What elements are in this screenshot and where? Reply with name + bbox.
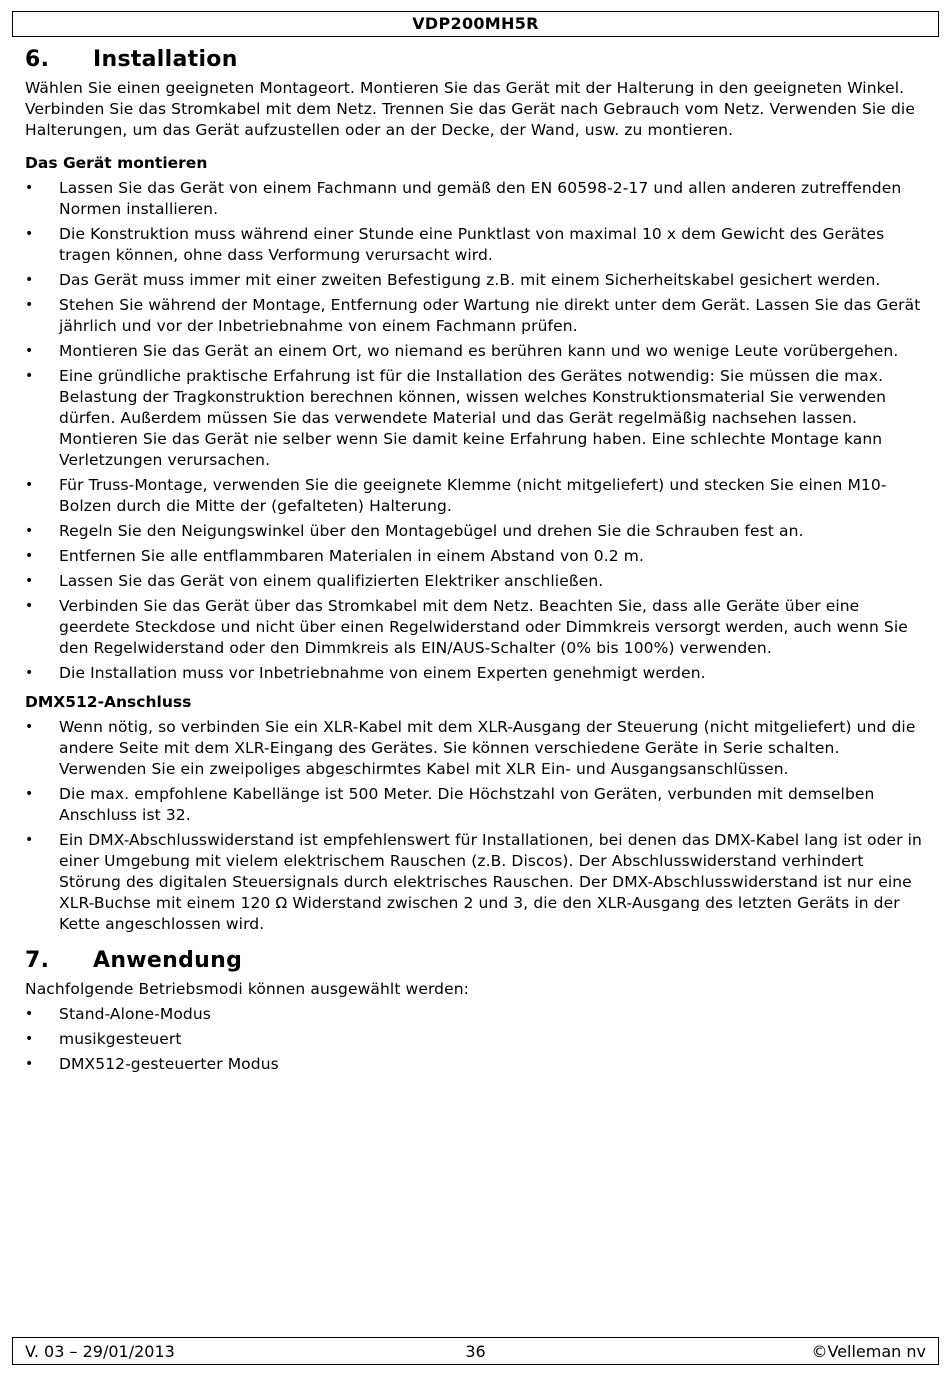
- bullet: •: [25, 272, 34, 288]
- section-6-intro: Wählen Sie einen geeigneten Montageort. Montieren Sie das Gerät mit der Halterung in den geeigneten Winkel. Verbinden Sie das Stromkabel mit dem Netz. Trennen Sie das Gerät nach Gebrauch vom Netz. Verwenden Sie die Halterungen, um das Gerät aufzustellen oder an der Decke, der Wand, usw. zu montieren.: [25, 79, 915, 139]
- list-item: • Die Konstruktion muss während einer Stunde eine Punktlast von maximal 10 x dem Gewicht des Gerätes tragen können, ohne dass Verformung verursacht wird.: [25, 225, 885, 264]
- section-7-heading: [25, 943, 930, 979]
- list-item: • Die Installation muss vor Inbetriebnahme von einem Experten genehmigt werden.: [25, 664, 706, 682]
- footer-copyright: ©Velleman nv: [811, 1342, 926, 1361]
- bullet: •: [25, 1006, 34, 1022]
- bullet: •: [25, 226, 34, 242]
- bullet: •: [25, 368, 34, 384]
- dmx-list: [25, 717, 930, 935]
- bullet: •: [25, 832, 34, 848]
- footer-version: V. 03 – 29/01/2013: [25, 1342, 175, 1361]
- page-header: [12, 11, 939, 37]
- model-title: VDP200MH5R: [412, 14, 539, 33]
- page-content: [25, 42, 930, 1079]
- bullet: •: [25, 1031, 34, 1047]
- list-item: • Ein DMX-Abschlusswiderstand ist empfehlenswert für Installationen, bei denen das DMX-Kabel lang ist oder in einer Umgebung mit vielem elektrischem Rauschen (z.B. Discos). Der Abschlusswiderstand verhindert Störung des digitalen Steuersignals durch elektrisches Rauschen. Der DMX-Abschlusswiderstand ist nur eine XLR-Buchse mit einem 120 Ω Widerstand zwischen 2 und 3, die den XLR-Ausgang des letzten Geräts in der Kette angeschlossen wird.: [25, 831, 922, 933]
- list-item: • Regeln Sie den Neigungswinkel über den Montagebügel und drehen Sie die Schrauben fest an.: [25, 522, 804, 540]
- list-item: • Lassen Sie das Gerät von einem qualifizierten Elektriker anschließen.: [25, 572, 604, 590]
- dmx-heading: DMX512-Anschluss: [25, 693, 192, 711]
- list-item: • Stand-Alone-Modus: [25, 1005, 211, 1023]
- bullet: •: [25, 665, 34, 681]
- bullet: •: [25, 598, 34, 614]
- list-item: • Wenn nötig, so verbinden Sie ein XLR-Kabel mit dem XLR-Ausgang der Steuerung (nicht mitgeliefert) und die andere Seite mit dem XLR-Eingang des Gerätes. Sie können verschiedene Geräte in Serie schalten. Verwenden Sie ein zweipoliges abgeschirmtes Kabel mit XLR Ein- und Ausgangsanschlüssen.: [25, 718, 916, 778]
- list-item: • musikgesteuert: [25, 1030, 182, 1048]
- bullet: •: [25, 786, 34, 802]
- modes-list: [25, 1004, 930, 1075]
- bullet: •: [25, 180, 34, 196]
- list-item: • Das Gerät muss immer mit einer zweiten Befestigung z.B. mit einem Sicherheitskabel gesichert werden.: [25, 271, 881, 289]
- list-item: • Verbinden Sie das Gerät über das Stromkabel mit dem Netz. Beachten Sie, dass alle Geräte über eine geerdete Steckdose und nicht über einen Regelwiderstand oder Dimmkreis versorgt werden, auch wenn Sie den Regelwiderstand oder den Dimmkreis als EIN/AUS-Schalter (0% bis 100%) verwenden.: [25, 597, 908, 657]
- section-7-title: Anwendung: [93, 948, 243, 973]
- section-6-heading: [25, 42, 930, 78]
- section-7-intro: Nachfolgende Betriebsmodi können ausgewählt werden:: [25, 980, 469, 998]
- list-item: • DMX512-gesteuerter Modus: [25, 1055, 279, 1073]
- bullet: •: [25, 477, 34, 493]
- list-item: • Eine gründliche praktische Erfahrung ist für die Installation des Gerätes notwendig: Sie müssen die max. Belastung der Tragkonstruktion berechnen können, wissen welches Konstruktionsmaterial Sie verwenden dürfen. Außerdem müssen Sie das verwendete Material und das Gerät regelmäßig nachsehen lassen. Montieren Sie das Gerät nie selber wenn Sie damit keine Erfahrung haben. Eine schlechte Montage kann Verletzungen verursachen.: [25, 367, 887, 469]
- bullet: •: [25, 343, 34, 359]
- page-footer: [12, 1337, 939, 1365]
- mount-list: [25, 178, 930, 684]
- list-item: • Die max. empfohlene Kabellänge ist 500 Meter. Die Höchstzahl von Geräten, verbunden mit demselben Anschluss ist 32.: [25, 785, 875, 824]
- mount-heading: Das Gerät montieren: [25, 154, 208, 172]
- section-6-number: 6.: [25, 47, 50, 72]
- list-item: • Lassen Sie das Gerät von einem Fachmann und gemäß den EN 60598-2-17 und allen anderen zutreffenden Normen installieren.: [25, 179, 902, 218]
- bullet: •: [25, 523, 34, 539]
- bullet: •: [25, 719, 34, 735]
- list-item: • Stehen Sie während der Montage, Entfernung oder Wartung nie direkt unter dem Gerät. Lassen Sie das Gerät jährlich und vor der Inbetriebnahme von einem Fachmann prüfen.: [25, 296, 921, 335]
- bullet: •: [25, 297, 34, 313]
- bullet: •: [25, 1056, 34, 1072]
- list-item: • Montieren Sie das Gerät an einem Ort, wo niemand es berühren kann und wo wenige Leute vorübergehen.: [25, 342, 899, 360]
- section-6-title: Installation: [93, 47, 238, 72]
- list-item: • Entfernen Sie alle entflammbaren Materialen in einem Abstand von 0.2 m.: [25, 547, 644, 565]
- bullet: •: [25, 573, 34, 589]
- list-item: • Für Truss-Montage, verwenden Sie die geeignete Klemme (nicht mitgeliefert) und stecken Sie einen M10-Bolzen durch die Mitte der (gefalteten) Halterung.: [25, 476, 887, 515]
- section-7-number: 7.: [25, 948, 50, 973]
- bullet: •: [25, 548, 34, 564]
- footer-page-number: 36: [465, 1342, 486, 1361]
